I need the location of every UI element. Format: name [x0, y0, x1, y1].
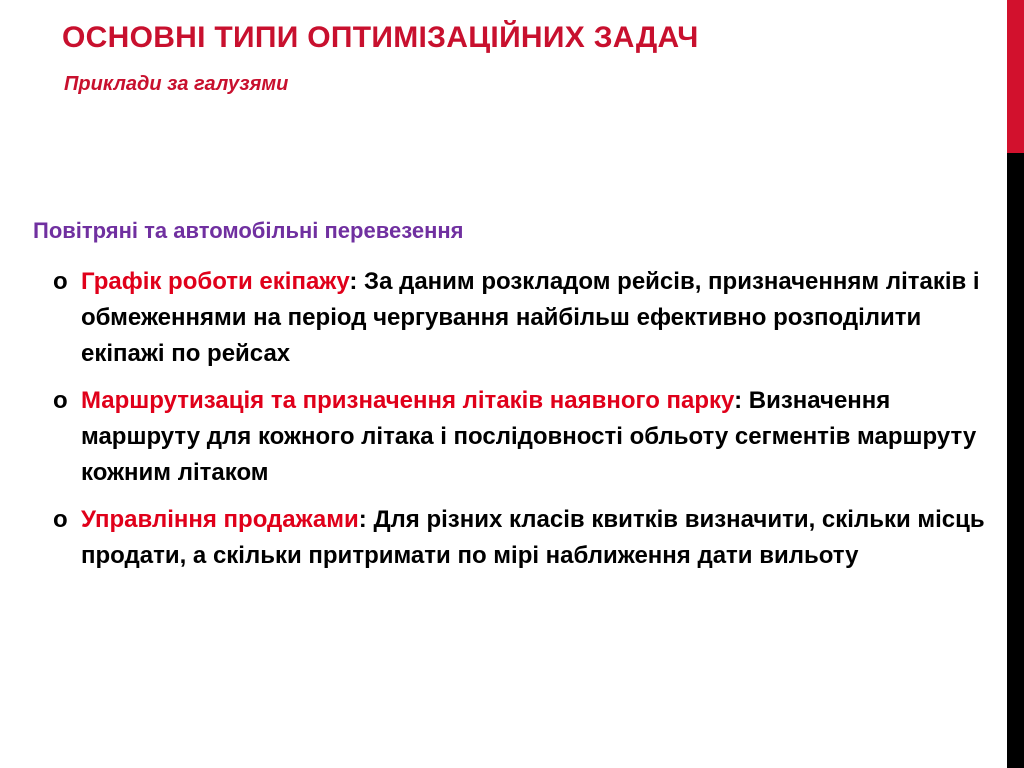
bullet-separator: : [734, 387, 743, 414]
bullet-term: Графік роботи екіпажу [81, 268, 350, 295]
bullet-marker: o [53, 506, 68, 533]
bullet-text: Визначення маршруту для кожного літака і послідовності обльоту сегментів маршруту кожним літаком [81, 387, 977, 486]
bullet-term: Маршрутизація та призначення літаків наявного парку [81, 387, 735, 414]
bullet-item-fleet-routing [45, 383, 995, 491]
bullet-item-crew-schedule [45, 264, 995, 372]
slide-subtitle: Приклади за галузями [64, 73, 289, 95]
accent-bar-black [1007, 153, 1024, 768]
bullet-text: За даним розкладом рейсів, призначенням літаків і обмеженнями на період чергування найбільш ефективно розподілити екіпажі по рейсах [81, 268, 980, 367]
accent-bar-red [1007, 0, 1024, 153]
bullet-list [45, 264, 995, 585]
section-heading: Повітряні та автомобільні перевезення [33, 218, 464, 243]
bullet-separator: : [349, 268, 358, 295]
bullet-item-sales-management [45, 502, 995, 574]
bullet-text: Для різних класів квитків визначити, скільки місць продати, а скільки притримати по мірі наближення дати вильоту [81, 506, 985, 569]
slide-title: ОСНОВНІ ТИПИ ОПТИМІЗАЦІЙНИХ ЗАДАЧ [62, 21, 699, 54]
bullet-separator: : [358, 506, 367, 533]
bullet-marker: o [53, 268, 68, 295]
bullet-marker: o [53, 387, 68, 414]
bullet-term: Управління продажами [81, 506, 359, 533]
